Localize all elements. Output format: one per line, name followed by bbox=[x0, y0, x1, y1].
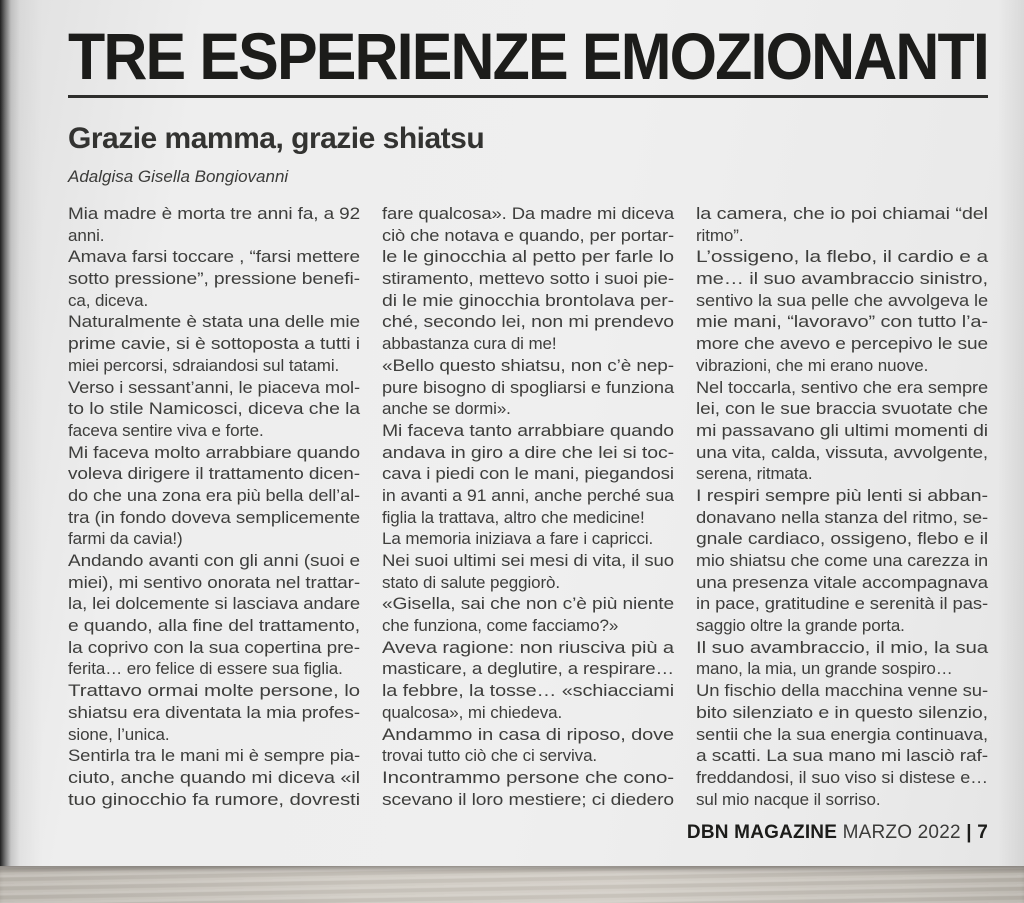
text-line bbox=[68, 225, 360, 247]
text-line bbox=[696, 290, 988, 312]
text-line bbox=[68, 615, 360, 637]
text-line bbox=[696, 355, 988, 377]
text-line bbox=[68, 572, 360, 594]
text-line-content: qualcosa», mi chiedeva. bbox=[382, 702, 563, 722]
text-line bbox=[696, 724, 988, 746]
text-line-content: Un fischio della macchina venne su- bbox=[696, 681, 989, 701]
text-line bbox=[696, 680, 988, 702]
text-line bbox=[382, 333, 674, 355]
text-line bbox=[696, 767, 988, 789]
text-line-content: di le mie ginocchia brontolava per- bbox=[382, 290, 674, 310]
footer-separator: | bbox=[966, 822, 972, 844]
text-line-content: voleva dirigere il trattamento dicen- bbox=[68, 464, 360, 484]
text-line-content: a scatti. La sua mano mi lasciò raf- bbox=[696, 746, 988, 766]
text-line-content: more che avevo e percepivo le sue bbox=[696, 334, 988, 354]
text-line bbox=[382, 268, 674, 290]
text-line-content: saggio oltre la grande porta. bbox=[696, 616, 905, 636]
text-line bbox=[68, 507, 360, 529]
text-line bbox=[696, 420, 988, 442]
text-line-content: serena, ritmata. bbox=[696, 464, 813, 484]
text-line-content: scevano il loro mestiere; ci diedero bbox=[382, 789, 675, 809]
text-line-content: ferita… ero felice di essere sua figlia. bbox=[68, 659, 343, 679]
text-line bbox=[68, 767, 360, 789]
text-column-3 bbox=[696, 203, 988, 810]
text-line-content: «Bello questo shiatsu, non c’è nep- bbox=[382, 355, 674, 375]
text-line-content: sentii che la sua energia continuava, bbox=[696, 724, 989, 744]
text-line-content: «Gisella, sai che non c’è più niente bbox=[382, 594, 675, 614]
text-line-content: mie mani, “lavoravo” con tutto l’a- bbox=[696, 312, 988, 332]
text-line bbox=[68, 680, 360, 702]
text-line bbox=[382, 507, 674, 529]
text-line bbox=[696, 658, 988, 680]
text-line-content: Aveva ragione: non riusciva più a bbox=[382, 637, 674, 657]
text-line bbox=[382, 398, 674, 420]
text-line bbox=[696, 377, 988, 399]
text-line bbox=[382, 658, 674, 680]
text-line bbox=[382, 290, 674, 312]
text-line-content: anni. bbox=[68, 225, 105, 245]
text-line-content: prime cavie, si è sottoposta a tutti i bbox=[68, 334, 361, 354]
text-line-content: una vita, calda, vissuta, avvolgente, bbox=[696, 442, 989, 462]
text-line-content: La memoria iniziava a fare i capricci. bbox=[382, 529, 654, 549]
text-line-content: ché, secondo lei, non mi prendevo bbox=[382, 312, 675, 332]
text-line-content: cava i piedi con le mani, piegandosi bbox=[382, 464, 674, 484]
text-line bbox=[68, 290, 360, 312]
title-rule bbox=[68, 95, 988, 98]
text-column-1 bbox=[68, 203, 360, 810]
text-line bbox=[382, 550, 674, 572]
text-line-content: gnale cardiaco, ossigeno, flebo e il bbox=[696, 529, 989, 549]
text-line-content: figlia la trattava, altro che medicine! bbox=[382, 507, 645, 527]
text-line bbox=[68, 485, 360, 507]
text-line bbox=[68, 702, 360, 724]
text-line bbox=[382, 225, 674, 247]
text-line bbox=[696, 463, 988, 485]
text-line bbox=[382, 745, 674, 767]
text-line-content: Andando avanti con gli anni (suoi e bbox=[68, 551, 361, 570]
text-line bbox=[68, 550, 360, 572]
text-line-content: pure bisogno di spogliarsi e funziona bbox=[382, 377, 675, 397]
text-line bbox=[382, 203, 674, 225]
text-line-content: andava in giro a dire che lei si toc- bbox=[382, 442, 674, 462]
text-line-content: to lo stile Namicosci, diceva che la bbox=[68, 399, 361, 419]
article-author: Adalgisa Gisella Bongiovanni bbox=[68, 167, 289, 186]
text-line bbox=[696, 225, 988, 247]
text-line-content: sione, l’unica. bbox=[68, 724, 170, 744]
text-line-content: stato di salute peggiorò. bbox=[382, 572, 561, 592]
text-line-content: ciuto, anche quando mi diceva «il bbox=[68, 767, 361, 787]
text-line-content: sul mio nacque il sorriso. bbox=[696, 789, 881, 809]
text-line bbox=[68, 246, 360, 268]
text-line-content: la camera, che io poi chiamai “del bbox=[696, 204, 988, 223]
text-line-content: Mi faceva tanto arrabbiare quando bbox=[382, 420, 675, 440]
text-line-content: sotto pressione”, pressione benefi- bbox=[68, 269, 360, 289]
page-title bbox=[68, 19, 989, 93]
text-line bbox=[68, 745, 360, 767]
text-line-content: farmi da cavia!) bbox=[68, 529, 183, 549]
text-line-content: Verso i sessant’anni, le piaceva mol- bbox=[68, 377, 361, 397]
text-line bbox=[382, 463, 674, 485]
text-line-content: in pace, gratitudine e serenità il pas- bbox=[696, 594, 988, 614]
text-line-content: L’ossigeno, la flebo, il cardio e a bbox=[696, 247, 989, 267]
text-line bbox=[696, 203, 988, 225]
text-line-content: faceva sentire viva e forte. bbox=[68, 420, 264, 440]
text-line-content: sentivo la sua pelle che avvolgeva le bbox=[696, 290, 989, 310]
text-line bbox=[382, 311, 674, 333]
text-line-content: do che una zona era più bella dell’al- bbox=[68, 485, 360, 505]
text-line-content: shiatsu era diventata la mia profes- bbox=[68, 702, 360, 722]
text-line bbox=[696, 550, 988, 572]
text-line bbox=[68, 333, 360, 355]
text-line-content: Amava farsi toccare , “farsi mettere bbox=[68, 247, 360, 267]
text-line-content: tra (in fondo doveva semplicemente bbox=[68, 507, 361, 527]
text-line-content: donavano nella stanza del ritmo, se- bbox=[696, 507, 988, 527]
text-line bbox=[382, 420, 674, 442]
text-line bbox=[382, 789, 674, 811]
text-line-content: anche se dormi». bbox=[382, 399, 511, 419]
text-column-2 bbox=[382, 203, 674, 810]
text-line bbox=[696, 789, 988, 811]
text-line bbox=[68, 203, 360, 225]
article-columns bbox=[68, 203, 988, 810]
text-line bbox=[696, 398, 988, 420]
text-line-content: masticare, a deglutire, a respirare… bbox=[382, 659, 675, 679]
text-line-content: ciò che notava e quando, per portar- bbox=[382, 225, 674, 245]
text-line bbox=[68, 268, 360, 290]
text-line bbox=[382, 680, 674, 702]
text-line-content: stiramento, mettevo sotto i suoi pie- bbox=[382, 269, 675, 289]
text-line bbox=[382, 528, 674, 550]
text-line bbox=[382, 702, 674, 724]
text-line-content: Mi faceva molto arrabbiare quando bbox=[68, 442, 360, 462]
text-line-content: Incontrammo persone che cono- bbox=[382, 767, 675, 787]
text-line-content: bito silenziato e in questo silenzio, bbox=[696, 702, 989, 722]
text-line-content: mi passavano gli ultimi momenti di bbox=[696, 420, 988, 440]
text-line-content: le le ginocchia al petto per farle lo bbox=[382, 247, 675, 267]
page-content bbox=[0, 19, 1024, 889]
article-title: Grazie mamma, grazie shiatsu bbox=[68, 122, 485, 155]
text-line bbox=[68, 463, 360, 485]
text-line-content: ca, diceva. bbox=[68, 290, 149, 310]
text-line bbox=[68, 789, 360, 811]
text-line-content: ritmo”. bbox=[696, 225, 744, 245]
text-line-content: Naturalmente è stata una delle mie bbox=[68, 312, 361, 332]
text-line bbox=[696, 246, 988, 268]
text-line-content: miei percorsi, sdraiandosi sul tatami. bbox=[68, 355, 340, 375]
text-line-content: e quando, alla fine del trattamento, bbox=[68, 616, 361, 636]
page-title-text: TRE ESPERIENZE EMOZIONANTI bbox=[68, 19, 989, 93]
text-line-content: abbastanza cura di me! bbox=[382, 334, 557, 354]
text-line bbox=[696, 442, 988, 464]
text-line-content: Nel toccarla, sentivo che era sempre bbox=[696, 377, 989, 397]
text-line bbox=[68, 658, 360, 680]
page-footer bbox=[68, 822, 988, 844]
text-line-content: Trattavo ormai molte persone, lo bbox=[68, 681, 361, 701]
text-line-content: vibrazioni, che mi erano nuove. bbox=[696, 355, 929, 375]
text-line bbox=[382, 615, 674, 637]
page-number: 7 bbox=[971, 822, 988, 844]
text-line-content: Mia madre è morta tre anni fa, a 92 bbox=[68, 204, 361, 223]
text-line bbox=[696, 615, 988, 637]
text-line-content: tuo ginocchio fa rumore, dovresti bbox=[68, 789, 360, 809]
text-line bbox=[696, 637, 988, 659]
text-line bbox=[382, 485, 674, 507]
text-line bbox=[696, 268, 988, 290]
text-line bbox=[696, 333, 988, 355]
table-surface bbox=[0, 866, 1024, 903]
text-line-content: la, lei dolcemente si lasciava andare bbox=[68, 594, 361, 614]
text-line-content: mio shiatsu che come una carezza in bbox=[696, 551, 989, 570]
text-line-content: trovai tutto ciò che ci serviva. bbox=[382, 746, 598, 766]
text-line-content: in avanti a 91 anni, anche perché sua bbox=[382, 485, 674, 505]
text-line bbox=[382, 593, 674, 615]
magazine-name: DBN MAGAZINE bbox=[686, 822, 838, 844]
text-line bbox=[68, 724, 360, 746]
text-line bbox=[68, 442, 360, 464]
text-line bbox=[382, 442, 674, 464]
text-line-content: me… il suo avambraccio sinistro, bbox=[696, 269, 988, 289]
text-line bbox=[68, 355, 360, 377]
text-line bbox=[68, 420, 360, 442]
text-line-content: mano, la mia, un grande sospiro… bbox=[696, 659, 953, 679]
text-line bbox=[68, 311, 360, 333]
text-line bbox=[68, 398, 360, 420]
text-line-content: freddandosi, il suo viso si distese e… bbox=[696, 767, 988, 787]
text-line-content: Nei suoi ultimi sei mesi di vita, il suo bbox=[382, 551, 675, 570]
text-line bbox=[382, 637, 674, 659]
text-line-content: fare qualcosa». Da madre mi diceva bbox=[382, 204, 675, 223]
text-line-content: I respiri sempre più lenti si abban- bbox=[696, 485, 989, 505]
text-line bbox=[696, 593, 988, 615]
text-line bbox=[68, 528, 360, 550]
text-line bbox=[382, 377, 674, 399]
text-line bbox=[696, 528, 988, 550]
text-line bbox=[382, 246, 674, 268]
text-line-content: la coprivo con la sua copertina pre- bbox=[68, 637, 361, 657]
issue-date: MARZO 2022 bbox=[842, 822, 961, 844]
text-line bbox=[382, 767, 674, 789]
text-line-content: la febbre, la tosse… «schiacciami bbox=[382, 681, 675, 701]
text-line-content: che funziona, come facciamo?» bbox=[382, 616, 619, 636]
text-line bbox=[382, 724, 674, 746]
text-line bbox=[382, 355, 674, 377]
text-line bbox=[68, 637, 360, 659]
text-line bbox=[696, 702, 988, 724]
text-line bbox=[696, 311, 988, 333]
text-line bbox=[68, 593, 360, 615]
text-line bbox=[382, 572, 674, 594]
text-line bbox=[696, 507, 988, 529]
text-line-content: Andammo in casa di riposo, dove bbox=[382, 724, 675, 744]
text-line-content: lei, con le sue braccia svuotate che bbox=[696, 399, 989, 419]
text-line bbox=[696, 485, 988, 507]
text-line-content: una presenza vitale accompagnava bbox=[696, 572, 988, 592]
text-line-content: miei), mi sentivo onorata nel trattar- bbox=[68, 572, 360, 592]
text-line-content: Sentirla tra le mani mi è sempre pia- bbox=[68, 746, 361, 766]
text-line-content: Il suo avambraccio, il mio, la sua bbox=[696, 637, 989, 657]
text-line bbox=[696, 745, 988, 767]
text-line bbox=[68, 377, 360, 399]
text-line bbox=[696, 572, 988, 594]
